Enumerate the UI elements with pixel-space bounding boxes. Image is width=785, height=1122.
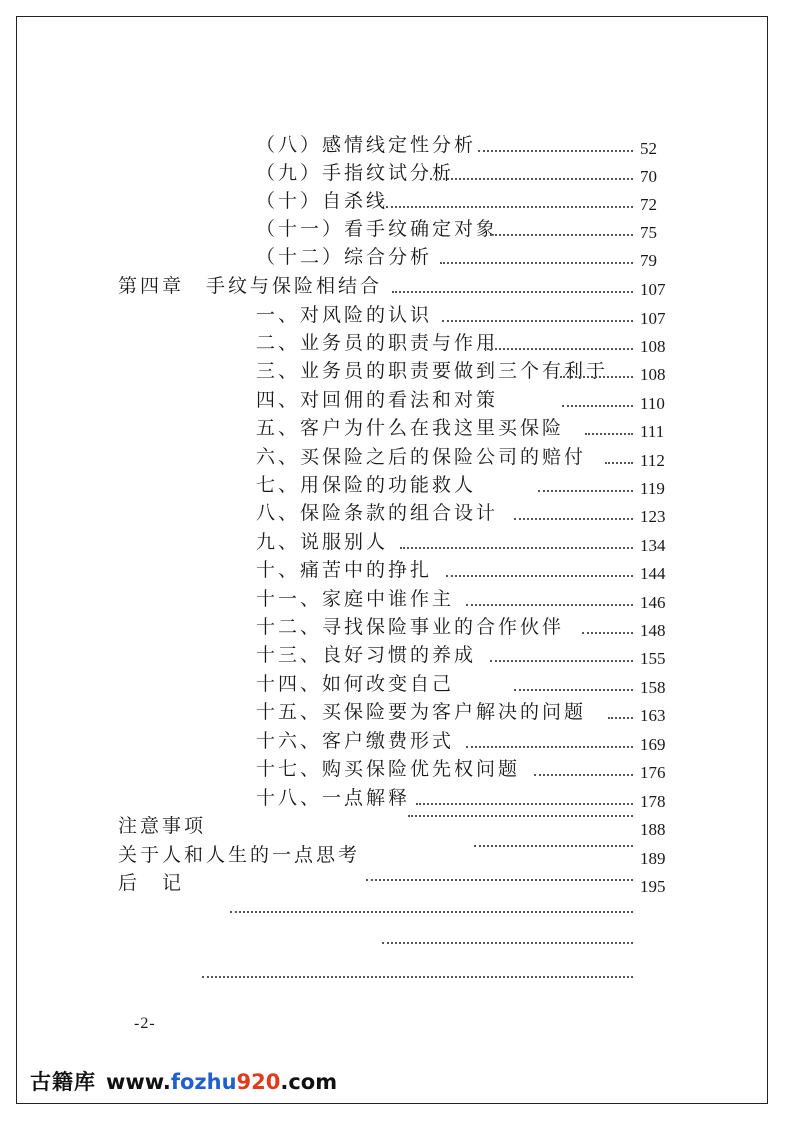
- watermark-site-name: 古籍库: [30, 1070, 96, 1094]
- toc-entry-page: 108: [640, 365, 666, 384]
- toc-entry-page: 112: [640, 451, 665, 470]
- toc-leader-dots: [466, 604, 633, 606]
- toc-entry[interactable]: [0, 160, 785, 188]
- toc-entry-page: 108: [640, 337, 666, 356]
- toc-entry-page: 169: [640, 735, 666, 754]
- toc-leader-dots: [582, 632, 633, 634]
- toc-entry-page: 176: [640, 763, 666, 782]
- toc-entry-title: 十、痛苦中的挣扎: [256, 559, 433, 581]
- toc-entry[interactable]: [0, 500, 785, 528]
- watermark-url-prefix: www.: [106, 1070, 171, 1094]
- toc-entry-title: 六、买保险之后的保险公司的赔付: [256, 446, 587, 468]
- toc-leader-dots: [474, 845, 633, 847]
- page-number: -2-: [134, 1015, 156, 1032]
- toc-entry[interactable]: [0, 273, 785, 301]
- toc-entry[interactable]: [0, 216, 785, 244]
- toc-entry-page: 111: [640, 422, 665, 441]
- toc-entry[interactable]: [0, 444, 785, 472]
- toc-leader-dots: [416, 803, 633, 805]
- watermark-url-brand: fozhu: [170, 1070, 237, 1094]
- toc-leader-dots: [392, 291, 633, 293]
- toc-entry[interactable]: [0, 813, 785, 841]
- toc-leader-dots: [585, 433, 633, 435]
- toc-leader-dots: [386, 206, 633, 208]
- toc-entry-page: 146: [640, 593, 666, 612]
- toc-entry-title: （十二）综合分析: [256, 246, 433, 268]
- toc-entry[interactable]: [0, 785, 785, 813]
- toc-entry-page: 134: [640, 536, 666, 555]
- toc-entry-page: 70: [640, 167, 657, 186]
- toc-entry[interactable]: [0, 870, 785, 898]
- stray-leader-dots: [202, 976, 633, 978]
- toc-entry[interactable]: [0, 415, 785, 443]
- site-watermark: [30, 1066, 337, 1096]
- toc-entry[interactable]: [0, 699, 785, 727]
- toc-entry[interactable]: [0, 842, 785, 870]
- toc-leader-dots: [430, 178, 633, 180]
- toc-entry-title: 十三、良好习惯的养成: [256, 644, 477, 666]
- toc-leader-dots: [484, 348, 633, 350]
- toc-leader-dots: [562, 405, 633, 407]
- toc-entry-title: 十五、买保险要为客户解决的问题: [256, 701, 587, 723]
- toc-leader-dots: [408, 815, 633, 817]
- toc-entry-title: 四、对回佣的看法和对策: [256, 389, 499, 411]
- toc-entry[interactable]: [0, 358, 785, 386]
- toc-entry-title: 五、客户为什么在我这里买保险: [256, 417, 565, 439]
- toc-entry[interactable]: [0, 728, 785, 756]
- stray-leader-dots: [382, 942, 633, 944]
- toc-entry-page: 107: [640, 309, 666, 328]
- toc-entry-page: 72: [640, 195, 657, 214]
- toc-leader-dots: [514, 518, 633, 520]
- toc-entry-title: 十八、一点解释: [256, 787, 411, 809]
- toc-entry-page: 195: [640, 877, 666, 896]
- toc-entry[interactable]: [0, 756, 785, 784]
- toc-entry-title: （十一）看手纹确定对象: [256, 218, 499, 240]
- toc-entry[interactable]: [0, 472, 785, 500]
- toc-leader-dots: [466, 746, 633, 748]
- toc-entry-page: 107: [640, 280, 666, 299]
- toc-entry-page: 119: [640, 479, 665, 498]
- toc-entry-page: 178: [640, 792, 666, 811]
- toc-entry-title: 三、业务员的职责要做到三个有利于: [256, 360, 609, 382]
- toc-entry-title: 八、保险条款的组合设计: [256, 502, 499, 524]
- toc-leader-dots: [560, 376, 633, 378]
- toc-entry-page: 52: [640, 139, 657, 158]
- toc-entry-title: （十）自杀线: [256, 190, 389, 212]
- toc-entry[interactable]: [0, 671, 785, 699]
- toc-entry-page: 123: [640, 507, 666, 526]
- toc-entry-title: 七、用保险的功能救人: [256, 474, 477, 496]
- watermark-url-suffix: .com: [280, 1070, 338, 1094]
- toc-leader-dots: [608, 717, 633, 719]
- toc-entry-title: 十六、客户缴费形式: [256, 730, 455, 752]
- toc-entry-page: 148: [640, 621, 666, 640]
- toc-entry-page: 144: [640, 564, 666, 583]
- toc-entry-title: 关于人和人生的一点思考: [118, 844, 361, 866]
- toc-entry-title: 十一、家庭中谁作主: [256, 588, 455, 610]
- toc-entry-title: （八）感情线定性分析: [256, 134, 477, 156]
- toc-leader-dots: [400, 547, 633, 549]
- toc-entry[interactable]: [0, 586, 785, 614]
- toc-entry-title: 后 记: [118, 872, 185, 894]
- toc-entry-title: 一、对风险的认识: [256, 304, 433, 326]
- toc-entry-page: 75: [640, 223, 657, 242]
- toc-entry-page: 79: [640, 251, 657, 270]
- toc-entry-page: 158: [640, 678, 666, 697]
- toc-entry[interactable]: [0, 132, 785, 160]
- toc-entry[interactable]: [0, 302, 785, 330]
- toc-entry[interactable]: [0, 244, 785, 272]
- toc-entry[interactable]: [0, 557, 785, 585]
- toc-entry-page: 110: [640, 394, 665, 413]
- toc-leader-dots: [440, 262, 633, 264]
- toc-entry-title: 注意事项: [118, 815, 207, 837]
- toc-leader-dots: [534, 774, 633, 776]
- toc-entry-page: 155: [640, 649, 666, 668]
- toc-entry-title: 第四章 手纹与保险相结合: [118, 275, 383, 297]
- toc-entry-title: （九）手指纹试分析: [256, 162, 455, 184]
- toc-leader-dots: [538, 490, 633, 492]
- toc-leader-dots: [605, 462, 633, 464]
- toc-entry[interactable]: [0, 188, 785, 216]
- toc-entry-page: 189: [640, 849, 666, 868]
- toc-entry-title: 十七、购买保险优先权问题: [256, 758, 521, 780]
- toc-leader-dots: [490, 660, 633, 662]
- toc-entry[interactable]: [0, 614, 785, 642]
- toc-entry-page: 163: [640, 706, 666, 725]
- toc-leader-dots: [366, 879, 633, 881]
- toc-entry[interactable]: [0, 529, 785, 557]
- toc-entry-title: 九、说服别人: [256, 531, 389, 553]
- toc-entry[interactable]: [0, 330, 785, 358]
- toc-leader-dots: [478, 150, 633, 152]
- toc-entry-title: 十二、寻找保险事业的合作伙伴: [256, 616, 565, 638]
- toc-entry[interactable]: [0, 642, 785, 670]
- toc-entry-title: 十四、如何改变自己: [256, 673, 455, 695]
- toc-entry[interactable]: [0, 387, 785, 415]
- toc-leader-dots: [490, 234, 633, 236]
- watermark-url-number: 920: [236, 1070, 281, 1094]
- toc-leader-dots: [446, 575, 633, 577]
- toc-entry-page: 188: [640, 820, 666, 839]
- stray-leader-dots: [230, 911, 633, 913]
- toc-entry-title: 二、业务员的职责与作用: [256, 332, 499, 354]
- toc-leader-dots: [442, 320, 633, 322]
- toc-leader-dots: [514, 689, 633, 691]
